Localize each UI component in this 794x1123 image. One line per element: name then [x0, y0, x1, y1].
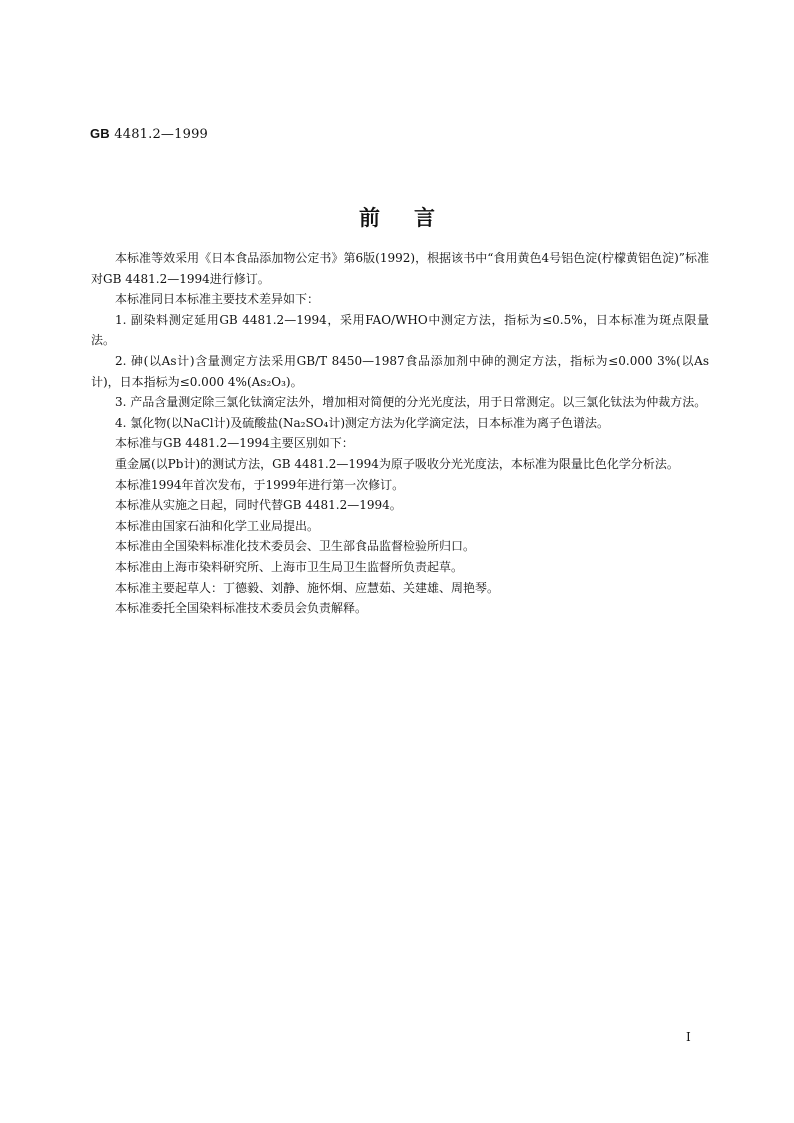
paragraph: 本标准由国家石油和化学工业局提出。 [115, 518, 320, 533]
paragraph: 4. 氯化物(以NaCl计)及硫酸盐(Na₂SO₄计)测定方法为化学滴定法，日本标准为离子色谱法。 [115, 415, 610, 430]
paragraph: 本标准等效采用《日本食品添加物公定书》第6版(1992)，根据该书中“食用黄色4号铝色淀(柠檬黄铝色淀)”标准对GB 4481.2—1994进行修订。 [91, 251, 709, 286]
paragraph: 重金属(以Pb计)的测试方法，GB 4481.2—1994为原子吸收分光光度法，本标准为限量比色化学分析法。 [115, 456, 679, 471]
page-title: 前言 [359, 205, 469, 230]
paragraph: 3. 产品含量测定除三氯化钛滴定法外，增加相对简便的分光光度法，用于日常测定。以三氯化钛法为仲裁方法。 [115, 395, 707, 410]
paragraph: 1. 副染料测定延用GB 4481.2—1994，采用FAO/WHO中测定方法，指标为≤0.5%，日本标准为斑点限量法。 [91, 312, 709, 348]
document-body [91, 248, 709, 619]
standard-code: 4481.2—1999 [114, 127, 209, 142]
standard-prefix: GB [90, 126, 110, 141]
paragraph: 本标准由上海市染料研究所、上海市卫生局卫生监督所负责起草。 [115, 559, 464, 574]
paragraph: 本标准1994年首次发布，于1999年进行第一次修订。 [115, 477, 405, 492]
paragraph: 本标准由全国染料标准化技术委员会、卫生部食品监督检验所归口。 [115, 539, 476, 554]
page-number: I [686, 1030, 691, 1044]
paragraph: 本标准委托全国染料标准技术委员会负责解释。 [115, 601, 368, 616]
paragraph: 本标准主要起草人：丁德毅、刘静、施怀炯、应慧茹、关建雄、周艳琴。 [115, 580, 500, 595]
paragraph: 本标准与GB 4481.2—1994主要区别如下： [115, 436, 354, 451]
document-header [90, 126, 208, 142]
paragraph: 本标准从实施之日起，同时代替GB 4481.2—1994。 [115, 498, 402, 513]
paragraph: 2. 砷(以As计)含量测定方法采用GB/T 8450—1987食品添加剂中砷的测定方法，指标为≤0.000 3%(以As计)，日本指标为≤0.000 4%(As₂O₃)。 [91, 353, 709, 389]
paragraph: 本标准同日本标准主要技术差异如下： [115, 292, 320, 307]
